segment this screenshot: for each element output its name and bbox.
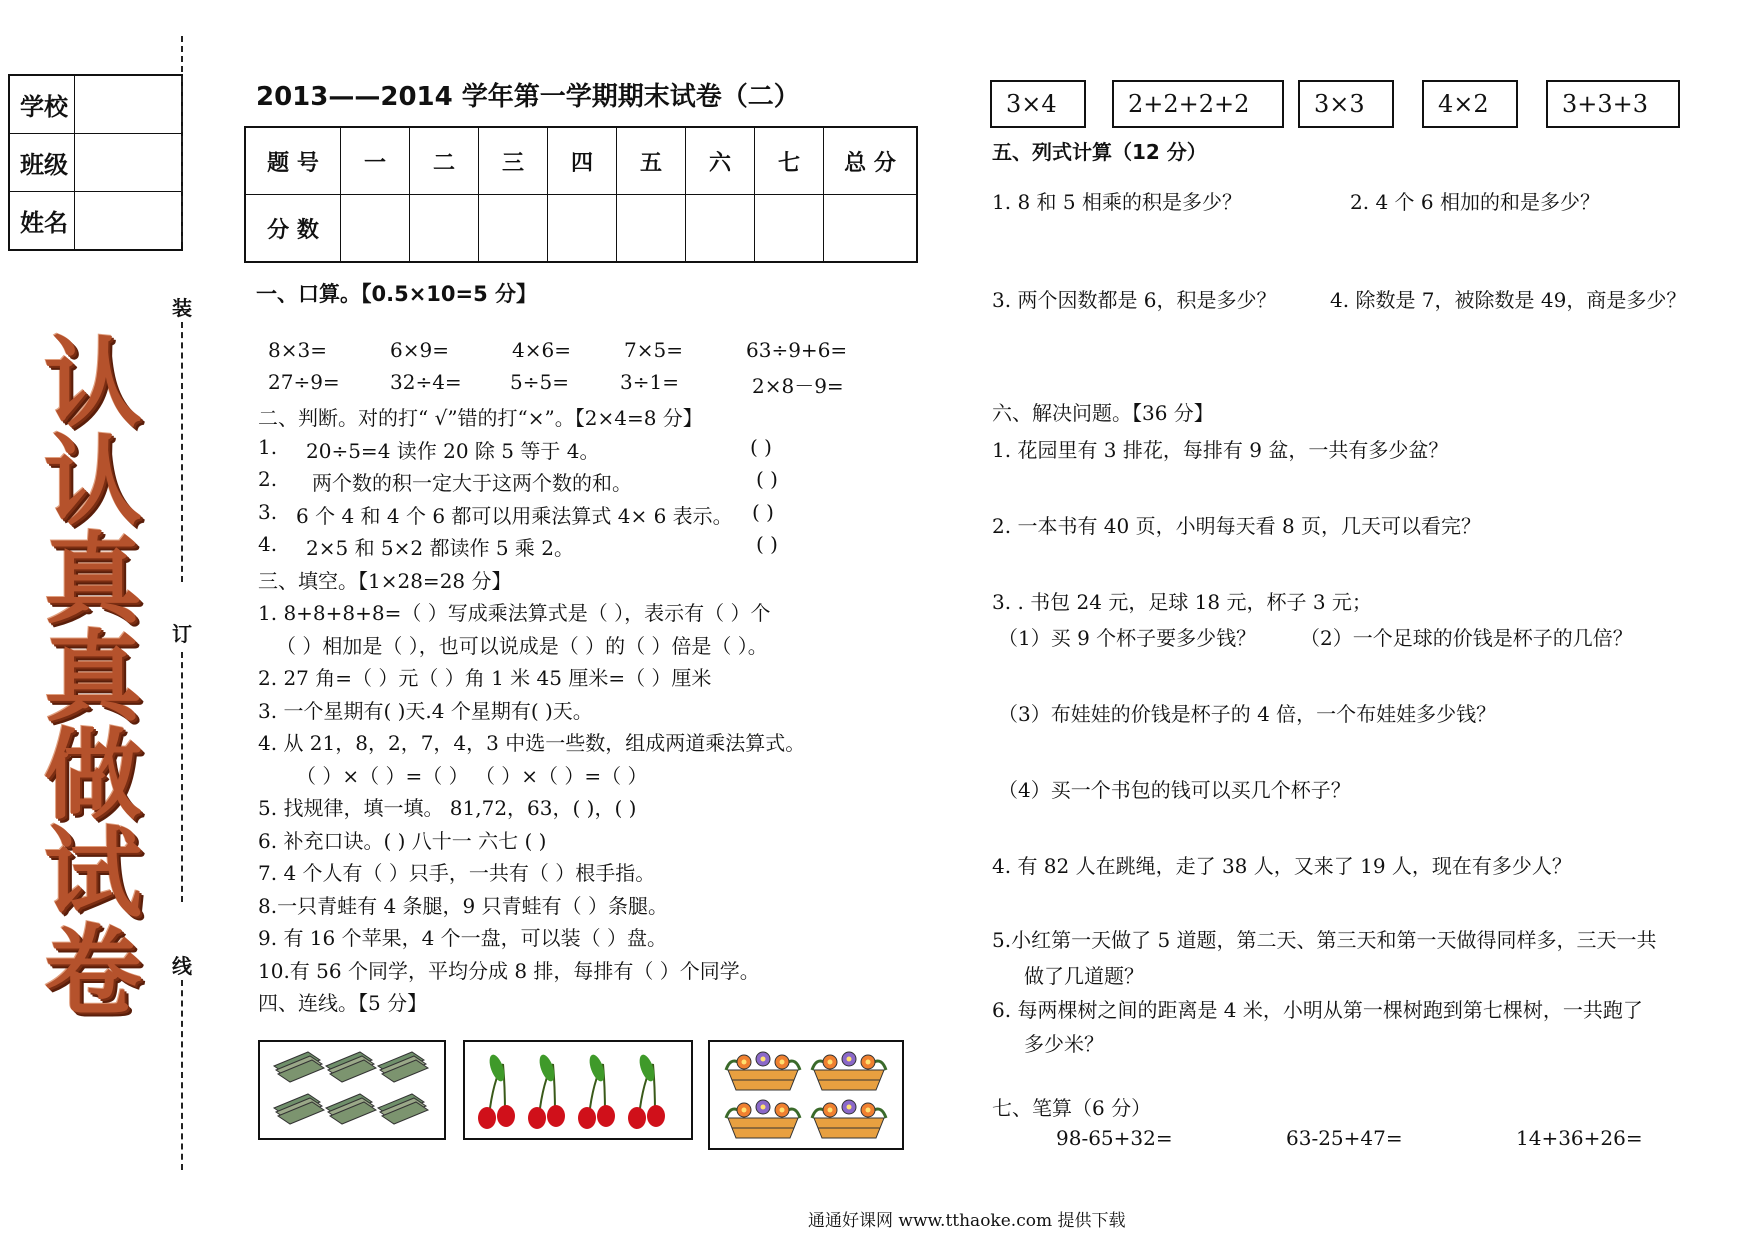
cherry-icon: [465, 1042, 691, 1138]
oral-calc-item: 2×8－9=: [752, 374, 844, 398]
judge-num: 1.: [258, 435, 278, 459]
problem-question: 3. . 书包 24 元，足球 18 元，杯子 3 元；: [992, 590, 1372, 614]
section7-heading: 七、笔算（6 分）: [992, 1096, 1152, 1120]
binding-line: [181, 322, 183, 582]
judge-num: 2.: [258, 467, 278, 491]
fill-line: 9. 有 16 个苹果，4 个一盘，可以装（ ）盘。: [258, 926, 668, 950]
fill-line: 2. 27 角=（ ）元（ ）角 1 米 45 厘米=（ ）厘米: [258, 666, 712, 690]
judge-num: 3.: [258, 500, 278, 524]
score-cell[interactable]: [479, 195, 548, 263]
oral-calc-item: 3÷1=: [620, 370, 679, 394]
binding-line: [181, 652, 183, 902]
score-header-cell: 二: [410, 127, 479, 195]
section2-heading: 二、判断。对的打“ √”错的打“×”。【2×4=8 分】: [258, 406, 703, 430]
score-table: [244, 126, 918, 263]
problem-question: 6. 每两棵树之间的距离是 4 米，小明从第一棵树跑到第七棵树，一共跑了: [992, 998, 1643, 1022]
binding-char-zhuang: 装: [172, 296, 192, 320]
score-header-cell: 总 分: [824, 127, 918, 195]
score-cell[interactable]: [341, 195, 410, 263]
section5-heading: 五、列式计算（12 分）: [992, 140, 1207, 164]
oral-calc-item: 8×3=: [268, 338, 327, 362]
score-cell[interactable]: [548, 195, 617, 263]
score-header-cell: 七: [755, 127, 824, 195]
written-calc-item: 14+36+26=: [1516, 1126, 1643, 1150]
oral-calc-item: 7×5=: [624, 338, 683, 362]
fill-line: 3. 一个星期有( )天.4 个星期有( )天。: [258, 699, 593, 723]
score-row-label: 分 数: [245, 195, 341, 263]
name-field[interactable]: [75, 192, 183, 251]
judge-answer[interactable]: ( ): [756, 467, 778, 491]
score-header-cell: 一: [341, 127, 410, 195]
decorative-title-char: 认: [43, 425, 142, 539]
class-label: 班级: [9, 134, 75, 192]
oral-calc-item: 63÷9+6=: [746, 338, 848, 362]
oral-calc-item: 32÷4=: [390, 370, 462, 394]
money-notes-picture[interactable]: [258, 1040, 446, 1140]
oral-calc-item: 4×6=: [512, 338, 571, 362]
expr-box[interactable]: 3×3: [1298, 80, 1394, 128]
section1-heading: 一、口算。【0.5×10=5 分】: [256, 282, 538, 306]
fill-line: 6. 补充口诀。( ) 八十一 六七 ( ): [258, 829, 547, 853]
calc-question: 3. 两个因数都是 6，积是多少？: [992, 288, 1277, 312]
flower-baskets-picture[interactable]: [708, 1040, 904, 1150]
binding-char-ding: 订: [172, 622, 192, 646]
score-header-cell: 五: [617, 127, 686, 195]
school-field[interactable]: [75, 75, 183, 134]
section3-heading: 三、填空。【1×28=28 分】: [258, 569, 512, 593]
flower-basket-icon: [710, 1042, 902, 1148]
decorative-title-char: 真: [43, 621, 142, 735]
judge-text: 20÷5=4 读作 20 除 5 等于 4。: [306, 439, 600, 463]
score-cell[interactable]: [410, 195, 479, 263]
section6-heading: 六、解决问题。【36 分】: [992, 401, 1214, 425]
score-header-cell: 六: [686, 127, 755, 195]
problem-question-cont: 做了几道题？: [1024, 964, 1144, 988]
judge-answer[interactable]: ( ): [756, 532, 778, 556]
judge-text: 两个数的积一定大于这两个数的和。: [312, 471, 632, 495]
calc-question: 2. 4 个 6 相加的和是多少？: [1350, 190, 1600, 214]
binding-line: [181, 980, 183, 1170]
expr-box[interactable]: 3×4: [990, 80, 1086, 128]
problem-question: 4. 有 82 人在跳绳，走了 38 人，又来了 19 人，现在有多少人？: [992, 854, 1572, 878]
score-header-cell: 四: [548, 127, 617, 195]
problem-question: 2. 一本书有 40 页，小明每天看 8 页，几天可以看完？: [992, 514, 1482, 538]
fill-line: 4. 从 21，8，2，7，4，3 中选一些数，组成两道乘法算式。: [258, 731, 806, 755]
decorative-title-char: 做: [43, 719, 142, 833]
school-label: 学校: [9, 75, 75, 134]
score-cell[interactable]: [686, 195, 755, 263]
oral-calc-item: 27÷9=: [268, 370, 340, 394]
judge-answer[interactable]: ( ): [752, 500, 774, 524]
footer-credit: 通通好课网 www.tthaoke.com 提供下载: [808, 1211, 1126, 1231]
binding-line: [181, 36, 183, 242]
decorative-title: [38, 327, 148, 1029]
calc-question: 4. 除数是 7，被除数是 49，商是多少？: [1330, 288, 1687, 312]
score-cell[interactable]: [755, 195, 824, 263]
decorative-title-char: 试: [43, 817, 142, 931]
problem-subquestion: （1）买 9 个杯子要多少钱？: [998, 626, 1257, 650]
name-label: 姓名: [9, 192, 75, 251]
page-title: 2013——2014 学年第一学期期末试卷（二）: [256, 82, 800, 112]
fill-line: （ ）相加是（ ），也可以说成是（ ）的（ ）倍是（ ）。: [276, 634, 768, 658]
judge-num: 4.: [258, 532, 278, 556]
judge-answer[interactable]: ( ): [750, 435, 772, 459]
cherries-picture[interactable]: [463, 1040, 693, 1140]
student-info-box: [8, 74, 183, 251]
fill-line: 1. 8+8+8+8=（ ）写成乘法算式是（ ），表示有（ ）个: [258, 601, 771, 625]
written-calc-item: 63-25+47=: [1286, 1126, 1403, 1150]
score-header-cell: 题 号: [245, 127, 341, 195]
judge-text: 2×5 和 5×2 都读作 5 乘 2。: [306, 536, 575, 560]
oral-calc-item: 6×9=: [390, 338, 449, 362]
section4-heading: 四、连线。【5 分】: [258, 991, 428, 1015]
expr-box[interactable]: 2+2+2+2: [1112, 80, 1284, 128]
problem-question-cont: 多少米？: [1024, 1032, 1104, 1056]
decorative-title-char: 认: [43, 327, 142, 441]
problem-subquestion: （3）布娃娃的价钱是杯子的 4 倍，一个布娃娃多少钱？: [998, 702, 1497, 726]
problem-question: 1. 花园里有 3 排花，每排有 9 盆，一共有多少盆？: [992, 438, 1449, 462]
class-field[interactable]: [75, 134, 183, 192]
binding-char-xian: 线: [172, 954, 192, 978]
score-cell[interactable]: [824, 195, 918, 263]
written-calc-item: 98-65+32=: [1056, 1126, 1173, 1150]
expr-box[interactable]: 3+3+3: [1546, 80, 1680, 128]
decorative-title-char: 真: [43, 523, 142, 637]
problem-question: 5.小红第一天做了 5 道题，第二天、第三天和第一天做得同样多，三天一共: [992, 928, 1657, 952]
fill-line: （ ）×（ ）=（ ） （ ）×（ ）=（ ）: [296, 764, 648, 788]
problem-subquestion: （2）一个足球的价钱是杯子的几倍？: [1300, 626, 1633, 650]
calc-question: 1. 8 和 5 相乘的积是多少？: [992, 190, 1242, 214]
decorative-title-char: 卷: [43, 915, 142, 1029]
fill-line: 5. 找规律，填一填。 81,72，63，( )，( ): [258, 796, 637, 820]
judge-text: 6 个 4 和 4 个 6 都可以用乘法算式 4× 6 表示。: [296, 504, 733, 528]
oral-calc-item: 5÷5=: [510, 370, 569, 394]
fill-line: 10.有 56 个同学，平均分成 8 排，每排有（ ）个同学。: [258, 959, 760, 983]
score-cell[interactable]: [617, 195, 686, 263]
score-header-cell: 三: [479, 127, 548, 195]
money-notes-icon: [260, 1042, 444, 1138]
fill-line: 8.一只青蛙有 4 条腿，9 只青蛙有（ ）条腿。: [258, 894, 668, 918]
problem-subquestion: （4）买一个书包的钱可以买几个杯子？: [998, 778, 1351, 802]
fill-line: 7. 4 个人有（ ）只手，一共有（ ）根手指。: [258, 861, 656, 885]
expr-box[interactable]: 4×2: [1422, 80, 1518, 128]
